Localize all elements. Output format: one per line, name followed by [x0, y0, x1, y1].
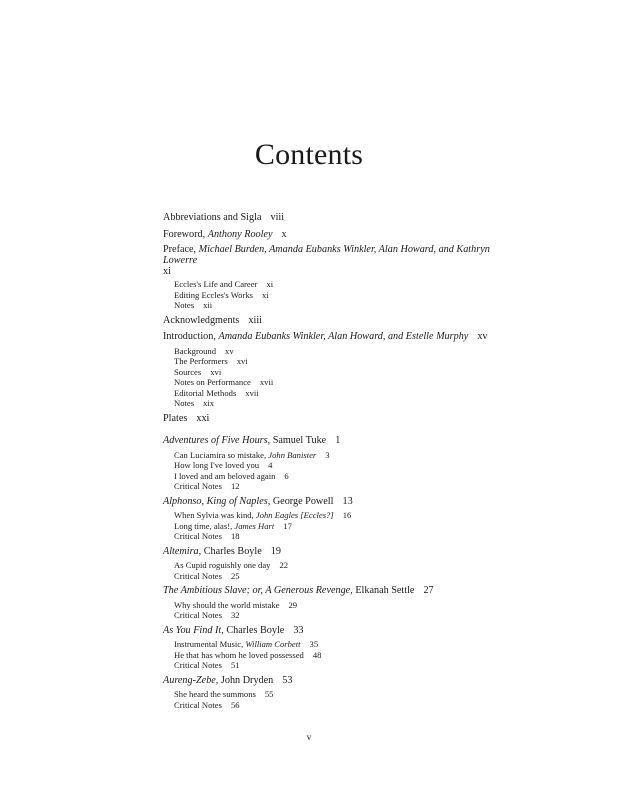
- subentry[interactable]: [163, 639, 523, 650]
- subentry-label: Critical Notes: [174, 660, 222, 670]
- entry-author: Amanda Eubanks Winkler, Alan Howard, and Estelle Murphy: [218, 331, 469, 342]
- subentry-label: The Performers: [174, 356, 228, 366]
- subentry-page: 16: [342, 510, 352, 520]
- subentry-page: 12: [230, 481, 240, 491]
- work-author: Charles Boyle: [226, 624, 285, 636]
- toc-entry-work[interactable]: [163, 495, 523, 509]
- work-subentries: [163, 510, 523, 542]
- toc-entry-preface[interactable]: [163, 244, 523, 277]
- entry-page: 13: [342, 495, 353, 507]
- toc-entry-introduction[interactable]: [163, 330, 523, 344]
- toc-entry-abbreviations[interactable]: [163, 211, 523, 225]
- subentry[interactable]: [163, 560, 523, 571]
- subentry-label: Why should the world mistake: [174, 599, 280, 610]
- subentry-label: Critical Notes: [174, 481, 222, 491]
- work-subentries: [163, 639, 523, 671]
- work-subentries: [163, 600, 523, 621]
- subentry[interactable]: [163, 610, 523, 621]
- subentry-page: 55: [264, 689, 274, 699]
- subentry-label: I loved and am beloved again: [174, 470, 276, 481]
- entry-label: Preface,: [163, 244, 199, 255]
- subentry-page: xix: [203, 398, 215, 408]
- subentry-page: xvii: [245, 387, 259, 398]
- entry-page: 27: [423, 585, 434, 596]
- subentry-label: Editorial Methods: [174, 387, 237, 398]
- subentry-page: xii: [203, 300, 213, 310]
- entry-page: 1: [335, 435, 341, 446]
- subentry-page: xv: [225, 345, 234, 356]
- work-title: Alphonso, King of Naples,: [163, 495, 271, 507]
- subentry-label: Critical Notes: [174, 610, 222, 620]
- subentry-label: Can Luciamira so mistake,: [174, 449, 269, 460]
- subentry-label: Critical Notes: [174, 531, 222, 541]
- subentry-page: xvii: [259, 377, 274, 387]
- toc-entry-foreword[interactable]: [163, 228, 523, 242]
- subentry-page: xi: [266, 279, 274, 289]
- subentry[interactable]: [163, 650, 523, 661]
- entry-label: Plates: [163, 412, 188, 424]
- subentry[interactable]: [163, 398, 523, 409]
- work-subentries: [163, 560, 523, 581]
- preface-subentries: [163, 279, 523, 311]
- subentry-page: 17: [283, 520, 292, 531]
- entry-page: xiii: [248, 314, 262, 326]
- entry-page: xv: [477, 331, 488, 342]
- work-subentries: [163, 689, 523, 710]
- subentry-page: xvi: [236, 356, 248, 366]
- subentry-page: xi: [261, 289, 269, 300]
- subentry[interactable]: [163, 356, 523, 367]
- work-author: John Dryden: [220, 674, 274, 686]
- entry-page: viii: [270, 212, 285, 223]
- entry-label: Abbreviations and Sigla: [163, 212, 262, 223]
- toc-entry-work[interactable]: [163, 434, 523, 448]
- subentry-label: Instrumental Music,: [174, 639, 246, 649]
- work-title: As You Find It,: [163, 624, 224, 636]
- toc-entry-acknowledgments[interactable]: [163, 314, 523, 328]
- subentry-credit: William Corbett: [245, 639, 301, 649]
- subentry-label: Critical Notes: [174, 570, 222, 581]
- subentry-label: Eccles's Life and Career: [174, 279, 258, 289]
- subentry[interactable]: [163, 367, 523, 378]
- subentry[interactable]: [163, 689, 523, 700]
- subentry-page: 22: [279, 560, 289, 570]
- subentry[interactable]: [163, 290, 523, 301]
- work-subentries: [163, 450, 523, 492]
- subentry[interactable]: [163, 450, 523, 461]
- subentry-page: 48: [312, 649, 322, 660]
- entry-author: Anthony Rooley: [207, 228, 273, 240]
- subentry-label: When Sylvia was kind,: [174, 510, 256, 520]
- work-title: Aureng-Zebe,: [163, 674, 219, 686]
- subentry[interactable]: [163, 521, 523, 532]
- subentry-label: Sources: [174, 366, 202, 377]
- work-title: Adventures of Five Hours,: [163, 435, 271, 446]
- work-author: Charles Boyle: [203, 545, 262, 557]
- entry-page: 53: [282, 674, 293, 686]
- toc-entry-plates[interactable]: [163, 412, 523, 426]
- work-title: Altemira,: [163, 545, 202, 557]
- subentry-page: 32: [230, 610, 240, 620]
- subentry-label: Notes: [174, 398, 195, 408]
- subentry-page: 51: [230, 660, 240, 670]
- subentry[interactable]: [163, 510, 523, 521]
- subentry-page: xvi: [210, 366, 222, 377]
- work-title: The Ambitious Slave; or, A Generous Revenge,: [163, 585, 353, 596]
- page-number: v: [306, 732, 312, 742]
- toc-entry-work[interactable]: [163, 584, 523, 598]
- subentry-credit: John Banister: [268, 449, 317, 460]
- toc-entry-work[interactable]: [163, 674, 523, 688]
- subentry-credit: John Eagles [Eccles?]: [255, 510, 334, 520]
- subentry[interactable]: [163, 388, 523, 399]
- subentry-page: 4: [268, 460, 273, 470]
- subentry-page: 56: [230, 699, 240, 710]
- page-title: Contents: [254, 138, 364, 171]
- entry-page: 19: [270, 545, 281, 557]
- entry-page: xxi: [196, 412, 210, 424]
- subentry-label: Long time, alas!,: [174, 520, 235, 531]
- entry-page: xi: [163, 266, 171, 277]
- subentry-label: How long I've loved you: [174, 460, 260, 470]
- subentry-page: 35: [309, 639, 319, 649]
- subentry-page: 6: [284, 470, 289, 481]
- subentry[interactable]: [163, 600, 523, 611]
- toc-entry-work[interactable]: [163, 624, 523, 638]
- work-author: Samuel Tuke: [272, 435, 327, 446]
- subentry[interactable]: [163, 660, 523, 671]
- subentry[interactable]: [163, 346, 523, 357]
- entry-page: x: [281, 228, 287, 240]
- work-author: George Powell: [272, 495, 334, 507]
- subentry-label: He that has whom he loved possessed: [174, 649, 304, 660]
- subentry-label: Notes: [174, 300, 195, 310]
- subentry-label: Background: [174, 345, 217, 356]
- subentry-page: 3: [325, 449, 330, 460]
- entry-label: Acknowledgments: [163, 314, 240, 326]
- subentry[interactable]: [163, 377, 523, 388]
- subentry-label: She heard the summons: [174, 689, 256, 699]
- subentry-page: 25: [230, 570, 240, 581]
- subentry-label: As Cupid roguishly one day: [174, 560, 271, 570]
- introduction-subentries: [163, 346, 523, 409]
- subentry[interactable]: [163, 460, 523, 471]
- entry-label: Foreword,: [163, 228, 208, 240]
- entry-label: Introduction,: [163, 331, 219, 342]
- subentry[interactable]: [163, 481, 523, 492]
- subentry-label: Critical Notes: [174, 699, 222, 710]
- subentry[interactable]: [163, 300, 523, 311]
- subentry[interactable]: [163, 471, 523, 482]
- subentry[interactable]: [163, 531, 523, 542]
- table-of-contents: [163, 208, 523, 712]
- entry-author: Michael Burden, Amanda Eubanks Winkler, Alan Howard, and Kathryn Lowerre: [163, 244, 490, 266]
- subentry-page: 18: [230, 531, 240, 541]
- subentry-label: Editing Eccles's Works: [174, 289, 253, 300]
- toc-entry-work[interactable]: [163, 545, 523, 559]
- subentry[interactable]: [163, 700, 523, 711]
- entry-page: 33: [293, 624, 304, 636]
- subentry-label: Notes on Performance: [174, 377, 251, 387]
- subentry-page: 29: [288, 599, 298, 610]
- work-author: Elkanah Settle: [355, 585, 415, 596]
- subentry[interactable]: [163, 571, 523, 582]
- subentry-credit: James Hart: [234, 520, 275, 531]
- subentry[interactable]: [163, 279, 523, 290]
